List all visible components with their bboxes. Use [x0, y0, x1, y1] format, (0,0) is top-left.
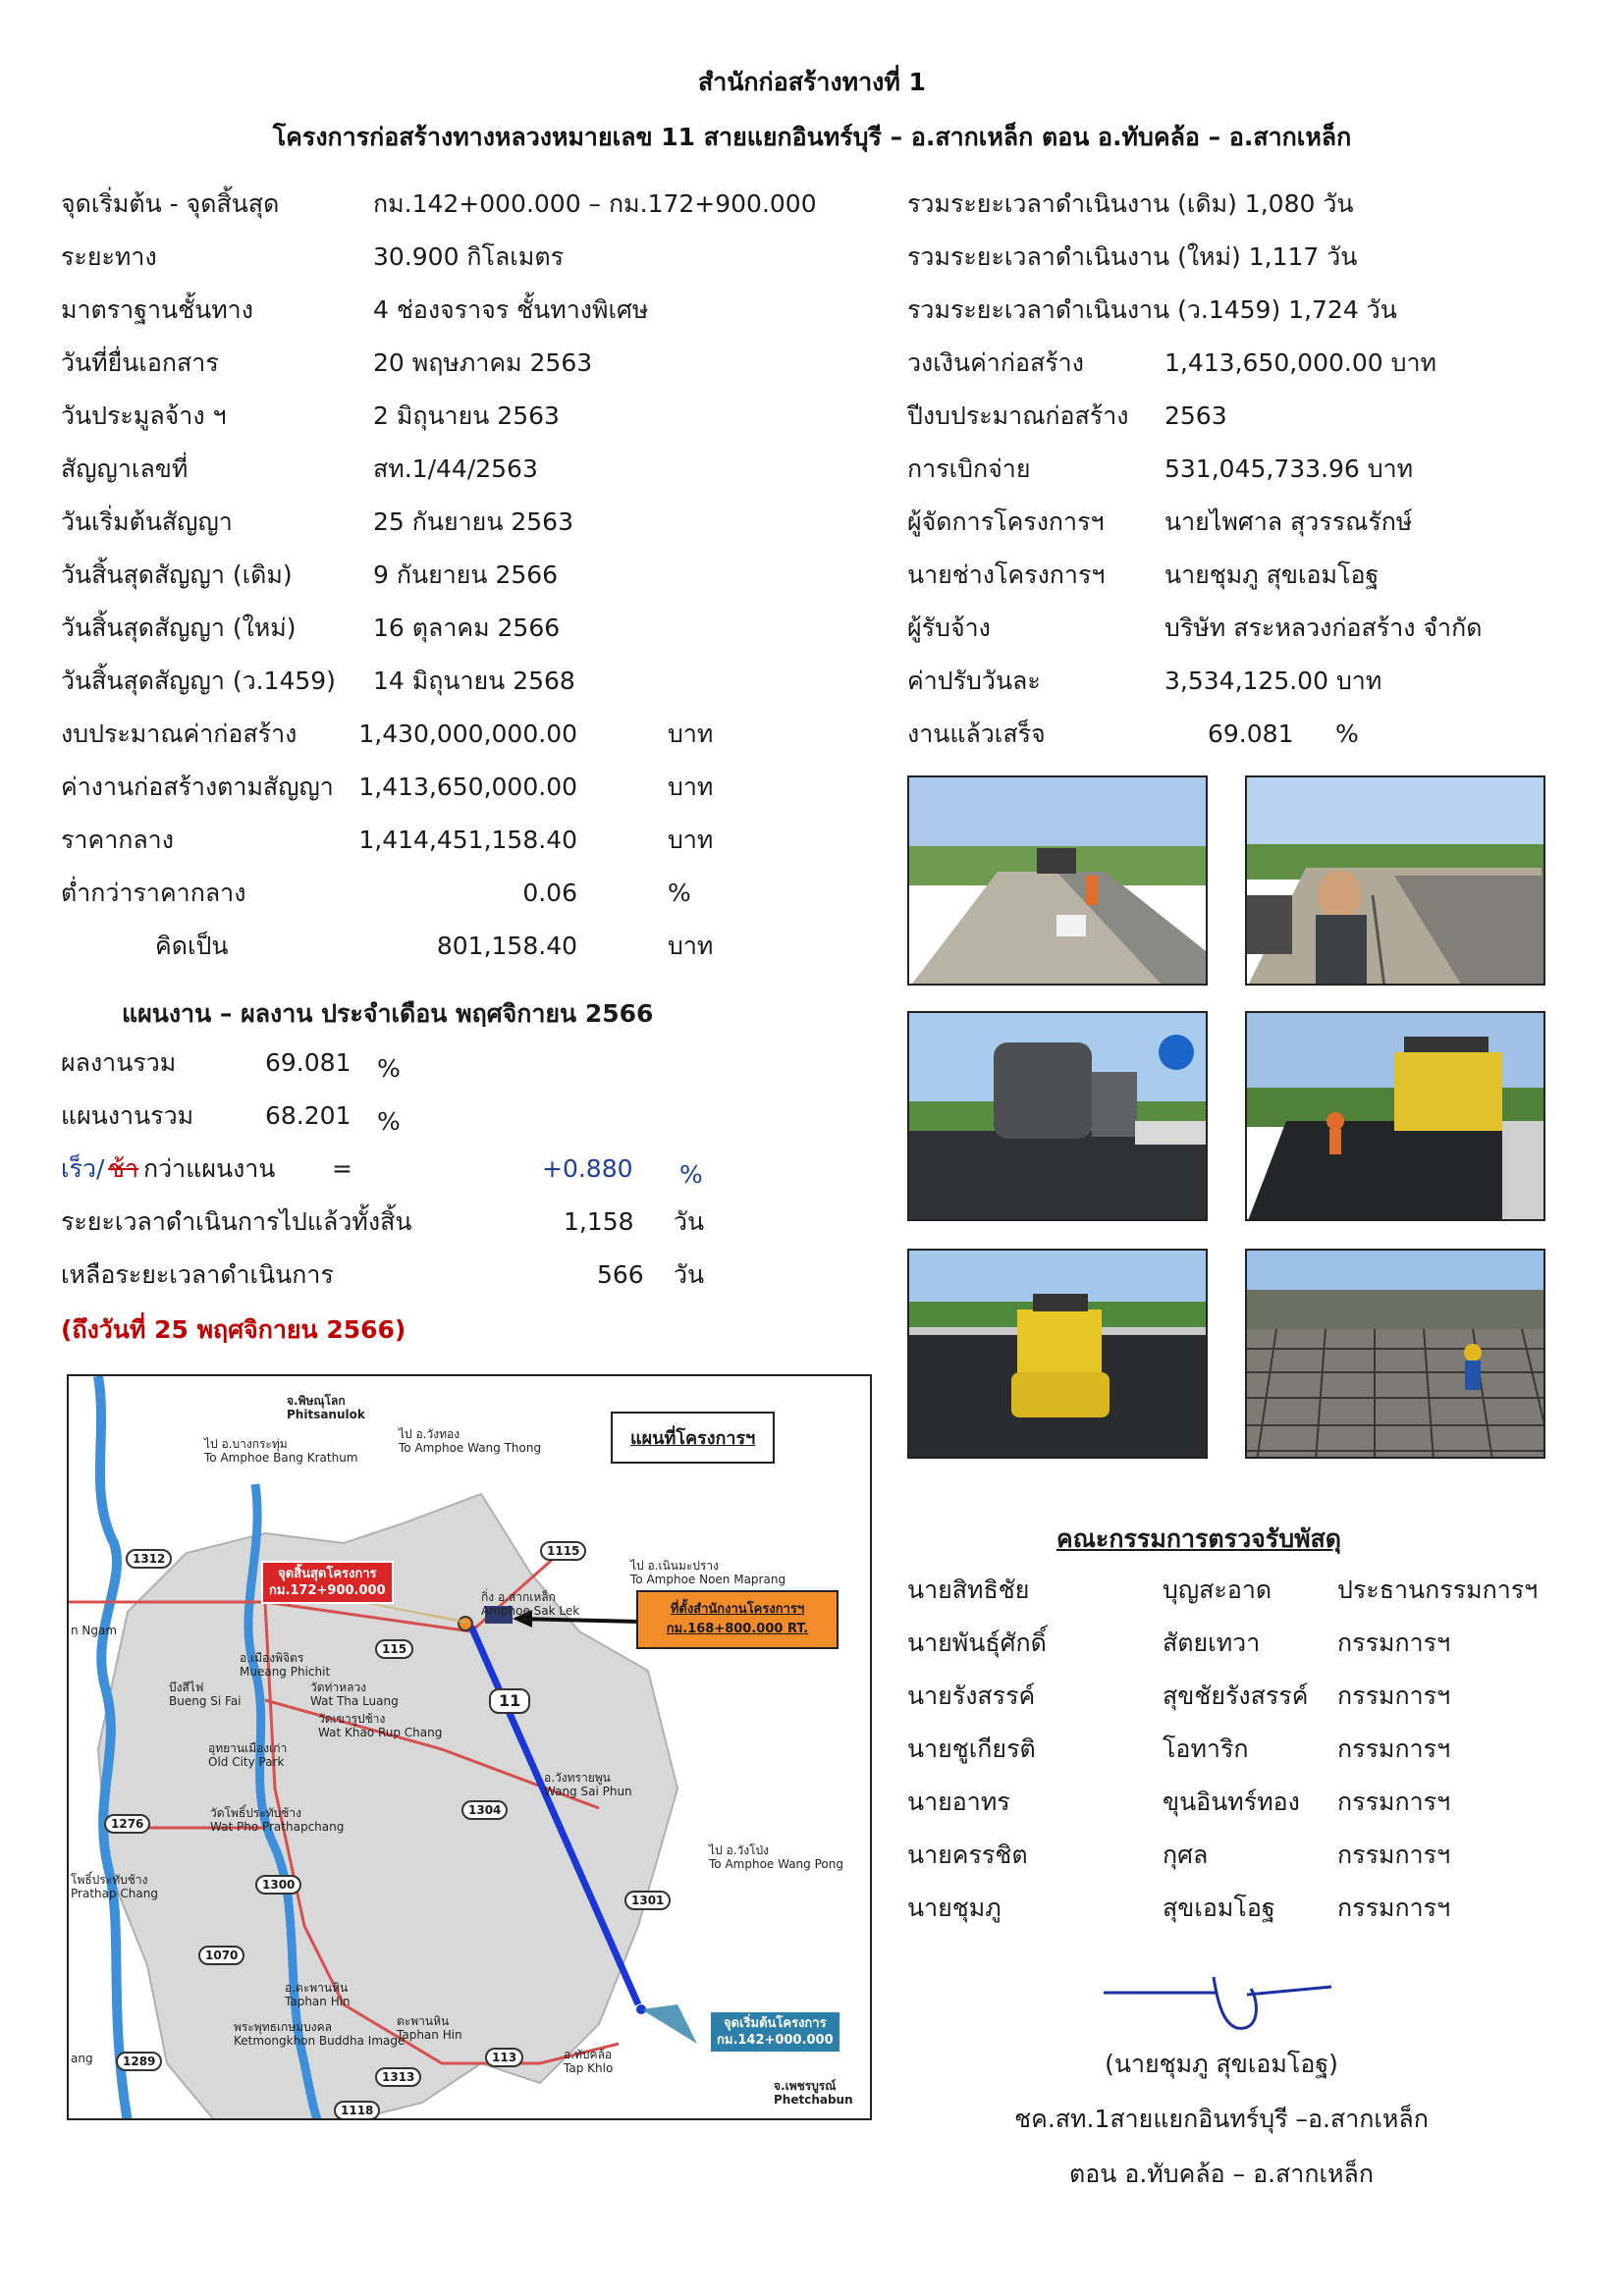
project-title: โครงการก่อสร้างทางหลวงหมายเลข 11 สายแยกอินทร์บุรี – อ.สากเหล็ก ตอน อ.ทับคล้อ – อ.สากเหล็ก	[272, 123, 1352, 151]
info-value: สท.1/44/2563	[373, 454, 538, 483]
duration-row	[907, 284, 1595, 337]
route-shield: 115	[375, 1639, 413, 1659]
map-label: อุทยานเมืองเก่า	[208, 1741, 288, 1755]
map-label: Phetchabun	[774, 2093, 853, 2107]
member-role: กรรมการฯ	[1337, 1841, 1451, 1869]
project-map	[67, 1374, 872, 2120]
info-row	[907, 655, 1595, 708]
info-row	[61, 231, 866, 284]
member-last-name: ขุนอินทร์ทอง	[1163, 1788, 1300, 1816]
progress-done-row	[907, 708, 1595, 761]
info-label: วันเริ่มต้นสัญญา	[61, 507, 233, 536]
monthly-row	[61, 1249, 729, 1302]
callout-text: กม.172+900.000	[269, 1583, 386, 1598]
member-first-name: นายสิทธิชัย	[907, 1575, 1030, 1604]
money-label: คิดเป็น	[155, 932, 229, 960]
map-label: Prathap Chang	[71, 1887, 158, 1900]
money-unit: %	[668, 879, 691, 907]
monthly-diff-row	[61, 1143, 729, 1196]
money-value: 801,158.40	[436, 932, 577, 960]
member-role: กรรมการฯ	[1337, 1735, 1451, 1763]
monthly-row	[61, 1090, 729, 1143]
info-value: นายไพศาล สุวรรณรักษ์	[1164, 507, 1413, 536]
route-shield: 1300	[255, 1875, 301, 1895]
fast-label: เร็ว/	[61, 1154, 105, 1183]
duration-row	[907, 231, 1595, 284]
map-label: Bueng Si Fai	[169, 1694, 242, 1708]
info-value: 30.900 กิโลเมตร	[373, 242, 564, 271]
map-label: Taphan Hin	[397, 2028, 462, 2042]
monthly-label: ผลงานรวม	[61, 1048, 177, 1077]
monthly-unit: %	[377, 1107, 401, 1136]
monthly-value: 1,158	[564, 1207, 634, 1236]
info-row	[61, 390, 866, 443]
office-location-callout	[636, 1590, 839, 1649]
money-value: 1,414,451,158.40	[358, 826, 577, 854]
route-shield: 1313	[375, 2067, 421, 2087]
money-value: 0.06	[522, 879, 577, 907]
info-row	[907, 390, 1595, 443]
money-unit: บาท	[668, 720, 714, 748]
map-label: To Amphoe Wang Thong	[399, 1441, 542, 1455]
info-label: วันที่ยื่นเอกสาร	[61, 348, 219, 377]
money-unit: บาท	[668, 932, 714, 960]
info-value: 9 กันยายน 2566	[373, 561, 559, 589]
monthly-value: 69.081	[265, 1048, 352, 1077]
map-label: จ.พิษณุโลก	[287, 1394, 346, 1408]
map-label: To Amphoe Bang Krathum	[204, 1451, 358, 1465]
route-shield: 1070	[198, 1946, 244, 1965]
photo-asphalt-sprayer	[907, 1011, 1208, 1221]
money-row	[61, 761, 866, 814]
monthly-unit: %	[377, 1054, 401, 1083]
monthly-label: แผนงานรวม	[61, 1101, 194, 1130]
info-value: 14 มิถุนายน 2568	[373, 667, 575, 695]
map-label: ตะพานหิน	[397, 2014, 450, 2028]
duration-row	[907, 178, 1595, 231]
route-shield: 1289	[116, 2052, 162, 2071]
map-label: จ.เพชรบูรณ์	[774, 2079, 837, 2093]
map-label: Wat Khao Rup Chang	[318, 1726, 443, 1739]
monthly-label: เหลือระยะเวลาดำเนินการ	[61, 1260, 334, 1289]
map-label: Old City Park	[208, 1755, 285, 1769]
map-label: อ.ตะพานหิน	[285, 1981, 349, 1995]
member-last-name: สุขชัยรังสรรค์	[1163, 1682, 1309, 1710]
signature-position: ชค.สท.1สายแยกอินทร์บุรี –อ.สากเหล็ก	[1014, 2105, 1429, 2133]
map-label: บึงสีไฟ	[169, 1681, 204, 1694]
info-value: 4 ช่องจราจร ชั้นทางพิเศษ	[373, 295, 649, 324]
info-label: ปีงบประมาณก่อสร้าง	[907, 401, 1129, 430]
route-shield: 1276	[104, 1814, 150, 1834]
photo-road-roller	[907, 1249, 1208, 1459]
committee-row	[907, 1617, 1595, 1670]
info-value: 3,534,125.00 บาท	[1164, 667, 1382, 695]
info-row	[61, 178, 866, 231]
committee-row	[907, 1723, 1595, 1776]
info-row	[61, 284, 866, 337]
duration-text: รวมระยะเวลาดำเนินงาน (ว.1459) 1,724 วัน	[907, 295, 1397, 324]
info-row	[61, 443, 866, 496]
map-label: ไป อ.เนินมะปราง	[630, 1559, 720, 1573]
map-label: ไป อ.วังโป่ง	[709, 1843, 770, 1857]
route-shield: 11	[489, 1688, 530, 1714]
committee-row	[907, 1776, 1595, 1829]
info-value: 20 พฤษภาคม 2563	[373, 348, 593, 377]
money-unit: บาท	[668, 773, 714, 801]
callout-text: กม.168+800.000 RT.	[666, 1622, 809, 1636]
money-row	[61, 814, 866, 867]
info-label: ระยะทาง	[61, 242, 157, 271]
info-label: มาตราฐานชั้นทาง	[61, 295, 253, 324]
member-role: กรรมการฯ	[1337, 1788, 1451, 1816]
member-first-name: นายพันธุ์ศักดิ์	[907, 1629, 1047, 1657]
as-of-date: (ถึงวันที่ 25 พฤศจิกายน 2566)	[61, 1315, 406, 1344]
money-row	[61, 920, 866, 973]
progress-done-unit: %	[1335, 720, 1359, 748]
monthly-row	[61, 1196, 729, 1249]
map-label: Ketmongkhon Buddha Image	[234, 2034, 406, 2048]
map-title: แผนที่โครงการฯ	[611, 1412, 775, 1464]
info-label: ผู้รับจ้าง	[907, 614, 991, 642]
photo-rebar-deck	[1245, 1249, 1545, 1459]
member-last-name: กุศล	[1163, 1841, 1209, 1869]
info-label: นายช่างโครงการฯ	[907, 561, 1106, 589]
info-value: นายชุมภู สุขเอมโอฐ	[1164, 561, 1380, 589]
route-shield: 1118	[334, 2101, 380, 2120]
member-last-name: โอทาริก	[1163, 1735, 1249, 1763]
member-role: ประธานกรรมการฯ	[1337, 1575, 1539, 1604]
info-row	[907, 549, 1595, 602]
member-last-name: สัตยเทวา	[1163, 1629, 1261, 1657]
info-value: 2563	[1164, 401, 1227, 430]
info-label: ผู้จัดการโครงการฯ	[907, 507, 1105, 536]
monthly-value: 68.201	[265, 1101, 352, 1130]
map-label: ang	[71, 2052, 93, 2065]
info-row	[907, 496, 1595, 549]
map-label: Wat Pho Prathapchang	[210, 1820, 345, 1834]
map-label: Tap Khlo	[564, 2061, 614, 2075]
equals-sign: =	[332, 1154, 352, 1183]
monthly-value: 566	[597, 1260, 644, 1289]
monthly-title: แผนงาน – ผลงาน ประจำเดือน พฤศจิกายน 2566	[122, 999, 654, 1028]
monthly-table	[61, 1037, 729, 1302]
member-role: กรรมการฯ	[1337, 1894, 1451, 1922]
member-first-name: นายครรชิต	[907, 1841, 1028, 1869]
money-value: 1,430,000,000.00	[358, 720, 577, 748]
info-label: วงเงินค่าก่อสร้าง	[907, 348, 1084, 377]
info-value: 1,413,650,000.00 บาท	[1164, 348, 1436, 377]
money-row	[61, 867, 866, 920]
duration-text: รวมระยะเวลาดำเนินงาน (เดิม) 1,080 วัน	[907, 189, 1354, 218]
progress-done-label: งานแล้วเสร็จ	[907, 720, 1046, 748]
info-row	[61, 496, 866, 549]
committee-title: คณะกรรมการตรวจรับพัสดุ	[1056, 1524, 1342, 1553]
map-label: วัดโพธิ์ประทับช้าง	[210, 1806, 301, 1820]
member-first-name: นายชุมภู	[907, 1894, 1001, 1922]
info-label: การเบิกจ่าย	[907, 454, 1031, 483]
map-label: ไป อ.วังทอง	[399, 1427, 460, 1441]
info-value: 16 ตุลาคม 2566	[373, 614, 561, 642]
map-label: อ.ทับคล้อ	[564, 2048, 613, 2061]
info-row	[907, 602, 1595, 655]
map-label: Amphoe Sak Lek	[481, 1604, 580, 1618]
committee-row	[907, 1829, 1595, 1882]
map-label: Taphan Hin	[285, 1995, 351, 2008]
map-drawing	[69, 1376, 872, 2120]
map-label: Wang Sai Phun	[544, 1785, 632, 1798]
start-point-callout	[709, 2010, 841, 2054]
info-value: 531,045,733.96 บาท	[1164, 454, 1414, 483]
member-first-name: นายชูเกียรติ	[907, 1735, 1036, 1763]
info-row	[907, 443, 1595, 496]
committee-list	[907, 1564, 1595, 1935]
map-label: Mueang Phichit	[240, 1665, 331, 1679]
route-shield: 1312	[126, 1549, 172, 1569]
monthly-unit: วัน	[674, 1260, 705, 1289]
info-value: กม.142+000.000 – กม.172+900.000	[373, 189, 817, 218]
info-row	[61, 655, 866, 708]
progress-done-value: 69.081	[1208, 720, 1294, 748]
info-row	[61, 602, 866, 655]
money-label: ราคากลาง	[61, 826, 174, 854]
money-row	[61, 708, 866, 761]
left-info-table	[61, 178, 866, 973]
map-label: To Amphoe Noen Maprang	[630, 1573, 786, 1586]
map-label: Phitsanulok	[287, 1408, 365, 1421]
info-row	[907, 337, 1595, 390]
callout-text: ที่ตั้งสำนักงานโครงการฯ	[670, 1602, 805, 1617]
diff-unit: %	[679, 1160, 703, 1189]
info-row	[61, 549, 866, 602]
map-label: กิ่ง อ.สากเหล็ก	[481, 1590, 556, 1604]
money-value: 1,413,650,000.00	[358, 773, 577, 801]
map-label: อ.วังทรายพูน	[544, 1771, 611, 1785]
end-point-callout	[261, 1561, 394, 1604]
monthly-label: ระยะเวลาดำเนินการไปแล้วทั้งสิ้น	[61, 1207, 412, 1236]
callout-text: จุดสิ้นสุดโครงการ	[278, 1567, 377, 1581]
callout-text: กม.142+000.000	[717, 2033, 834, 2048]
photo-survey-road-edge	[907, 775, 1208, 986]
money-unit: บาท	[668, 826, 714, 854]
member-last-name: บุญสะอาด	[1163, 1575, 1272, 1604]
info-label: วันประมูลจ้าง ฯ	[61, 401, 227, 430]
info-label: จุดเริ่มต้น - จุดสิ้นสุด	[61, 189, 280, 218]
member-role: กรรมการฯ	[1337, 1682, 1451, 1710]
info-label: วันสิ้นสุดสัญญา (ใหม่)	[61, 614, 297, 642]
route-shield: 1301	[624, 1891, 671, 1910]
committee-row	[907, 1670, 1595, 1723]
member-role: กรรมการฯ	[1337, 1629, 1451, 1657]
map-label: พระพุทธเกษมบงคล	[234, 2020, 332, 2034]
map-label: วัดท่าหลวง	[310, 1681, 367, 1694]
money-label: งบประมาณค่าก่อสร้าง	[61, 720, 298, 748]
monthly-row	[61, 1037, 729, 1090]
member-last-name: สุขเอมโอฐ	[1163, 1894, 1275, 1922]
right-info-table	[907, 178, 1595, 761]
monthly-unit: วัน	[674, 1207, 705, 1236]
money-label: ต่ำกว่าราคากลาง	[61, 879, 246, 907]
map-label: ไป อ.บางกระทุ่ม	[204, 1437, 288, 1451]
map-label: วัดเขารูปช้าง	[318, 1712, 386, 1726]
photo-asphalt-paver	[1245, 1011, 1545, 1221]
info-label: สัญญาเลขที่	[61, 454, 189, 483]
info-row	[61, 337, 866, 390]
diff-label: กว่าแผนงาน	[143, 1154, 276, 1183]
photo-surveyor-level	[1245, 775, 1545, 986]
route-shield: 1115	[540, 1541, 586, 1561]
info-label: วันสิ้นสุดสัญญา (เดิม)	[61, 561, 293, 589]
diff-value: +0.880	[542, 1154, 633, 1183]
duration-text: รวมระยะเวลาดำเนินงาน (ใหม่) 1,117 วัน	[907, 242, 1358, 271]
member-first-name: นายอาทร	[907, 1788, 1010, 1816]
office-title: สำนักก่อสร้างทางที่ 1	[698, 68, 926, 96]
map-label: Wat Tha Luang	[310, 1694, 399, 1708]
map-label: อ.เมืองพิจิตร	[240, 1651, 304, 1665]
committee-row	[907, 1882, 1595, 1935]
map-label: n Ngam	[71, 1624, 118, 1637]
signature-section: ตอน อ.ทับคล้อ – อ.สากเหล็ก	[1069, 2160, 1374, 2188]
slow-label: ช้า	[108, 1154, 139, 1183]
route-shield: 1304	[461, 1800, 508, 1820]
signature-name: (นายชุมภู สุขเอมโอฐ)	[1105, 2050, 1338, 2078]
info-label: ค่าปรับวันละ	[907, 667, 1041, 695]
info-value: 25 กันยายน 2563	[373, 507, 573, 536]
signature-image	[1100, 1967, 1335, 2038]
committee-row	[907, 1564, 1595, 1617]
info-value: บริษัท สระหลวงก่อสร้าง จำกัด	[1164, 614, 1483, 642]
map-label: โพธิ์ประทับช้าง	[71, 1873, 148, 1887]
callout-text: จุดเริ่มต้นโครงการ	[724, 2016, 827, 2031]
info-value: 2 มิถุนายน 2563	[373, 401, 560, 430]
money-label: ค่างานก่อสร้างตามสัญญา	[61, 773, 334, 801]
map-label: To Amphoe Wang Pong	[709, 1857, 843, 1871]
route-shield: 113	[485, 2048, 523, 2067]
member-first-name: นายรังสรรค์	[907, 1682, 1036, 1710]
info-label: วันสิ้นสุดสัญญา (ว.1459)	[61, 667, 336, 695]
